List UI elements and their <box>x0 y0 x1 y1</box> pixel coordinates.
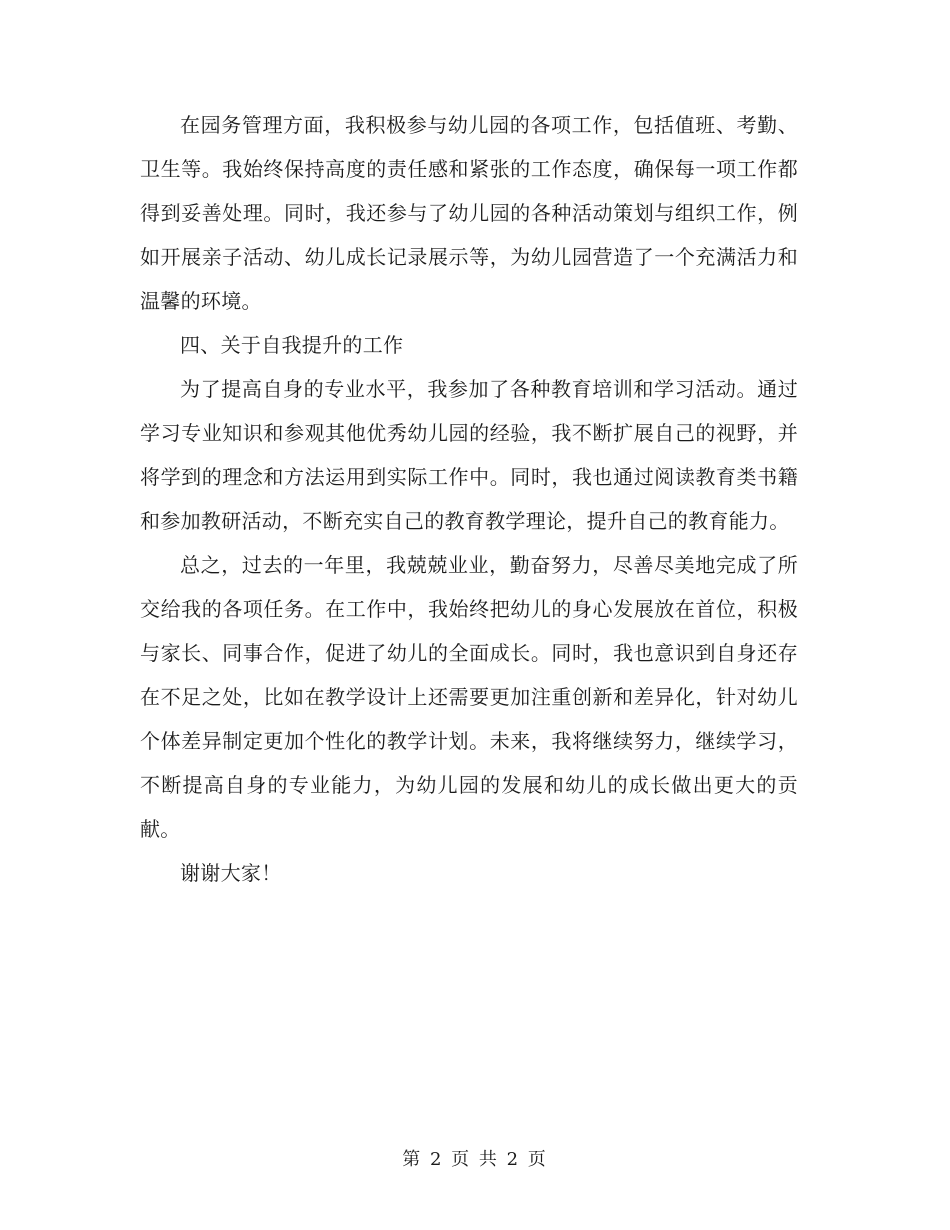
page-number-footer: 第 2 页 共 2 页 <box>402 1149 548 1170</box>
section-heading-self-improvement: 四、关于自我提升的工作 <box>180 333 404 357</box>
paragraph-self-improvement: 为了提高自身的专业水平，我参加了各种教育培训和学习活动。通过学习专业知识和参观其他优秀幼儿园的经验，我不断扩展自己的视野，并将学到的理念和方法运用到实际工作中。同时，我也通过阅读教育类书籍和参加教研活动，不断充实自己的教育教学理论，提升自己的教育能力。 <box>140 377 798 533</box>
paragraph-campus-management: 在园务管理方面，我积极参与幼儿园的各项工作，包括值班、考勤、卫生等。我始终保持高度的责任感和紧张的工作态度，确保每一项工作都得到妥善处理。同时，我还参与了幼儿园的各种活动策划与组织工作，例如开展亲子活动、幼儿成长记录展示等，为幼儿园营造了一个充满活力和温馨的环境。 <box>140 113 798 313</box>
paragraph-summary: 总之，过去的一年里，我兢兢业业，勤奋努力，尽善尽美地完成了所交给我的各项任务。在工作中，我始终把幼儿的身心发展放在首位，积极与家长、同事合作，促进了幼儿的全面成长。同时，我也意识到自身还存在不足之处，比如在教学设计上还需要更加注重创新和差异化，针对幼儿个体差异制定更加个性化的教学计划。未来，我将继续努力，继续学习，不断提高自身的专业能力，为幼儿园的发展和幼儿的成长做出更大的贡献。 <box>140 553 798 841</box>
paragraph-thanks: 谢谢大家！ <box>180 861 282 885</box>
document-body <box>140 103 798 895</box>
